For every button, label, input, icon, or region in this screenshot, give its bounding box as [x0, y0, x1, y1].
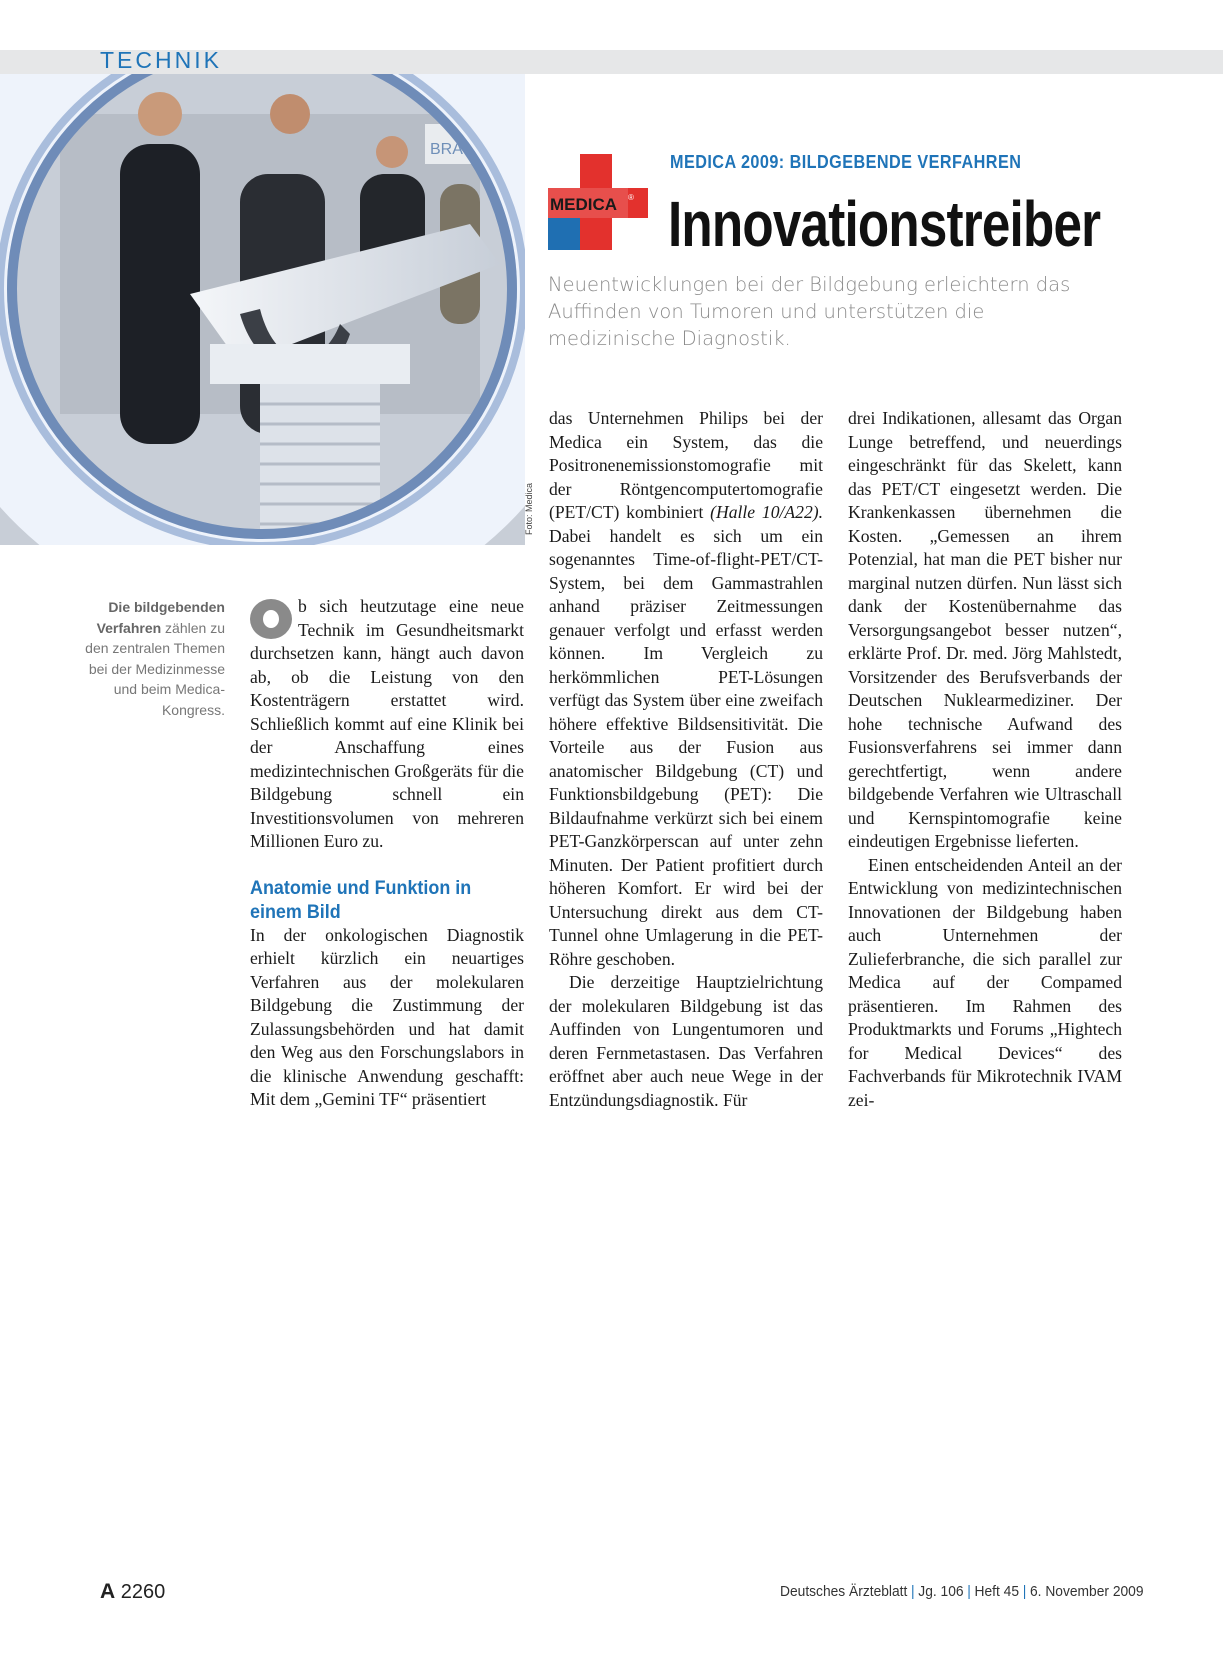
dropcap — [250, 599, 292, 639]
article-lead: Neuentwicklungen bei der Bildgebung erleichtern das Auffinden von Tumoren und unterstützen die medizinische Diagnostik. — [548, 273, 1071, 350]
body-paragraph-4: Die derzeitige Hauptzielrichtung der molekularen Bildgebung ist das Auffinden von Lungentumoren und deren Fernmetastasen. Das Verfahren eröffnet aber auch neue Wege in der Entzündungsdiagnostik. Für — [549, 972, 823, 1110]
journal-name: Deutsches Ärzteblatt — [780, 1583, 908, 1600]
logo-text: MEDICA — [550, 195, 618, 214]
p3-text-b: Dabei handelt es sich um ein sogenanntes Time-of-flight-PET/CT-System, bei dem Gammastrahlen anhand präziser Zeitmessungen genauer verfolgt und erfasst werden können. Im Vergleich zu herkömmlichen PET-Lösungen verfügt das System über eine zweifach höhere effektive Bildsensitivität. Die Vorteile aus der Fusion aus anatomischer Bildgebung (CT) und Funktionsbildgebung (PET): Die Bildaufnahme verkürzt sich bei einem PET-Ganzkörperscan auf unter zehn Minuten. Der Patient profitiert durch höheren Komfort. Er wird bei der Untersuchung direkt aus dem CT-Tunnel ohne Umlagerung in die PET-Röhre geschoben. — [549, 525, 823, 969]
page-number — [100, 1580, 165, 1604]
journal-date: 6. November 2009 — [1029, 1583, 1144, 1600]
photo-illustration — [0, 74, 525, 545]
intro-text: b sich heutzutage eine neue Technik im Gesundheitsmarkt durchsetzen kann, hängt auch davon ab, ob die Leistung von den Kostenträgern erstattet wird. Schließlich kommt auf eine Klinik bei der Anschaffung eines medizintechnischen Großgeräts für die Bildgebung schnell ein Investitionsvolumen von mehreren Millionen Euro zu. — [250, 596, 524, 851]
page-number-value: 2260 — [120, 1581, 166, 1603]
logo-mark: ® — [628, 193, 634, 202]
journal-volume: Jg. 106 — [918, 1583, 964, 1600]
page-prefix: A — [100, 1580, 116, 1603]
article-photo — [0, 74, 525, 545]
body-paragraph-3 — [549, 407, 823, 971]
caption-bold: Die bildgebenden Verfahren — [96, 599, 225, 636]
article-kicker: MEDICA 2009: BILDGEBENDE VERFAHREN — [670, 152, 1022, 172]
journal-info: Deutsches Ärzteblatt | Jg. 106 | Heft 45 | 6. November 2009 — [780, 1583, 1144, 1600]
section-label: TECHNIK — [100, 47, 222, 73]
intro-paragraph — [250, 595, 524, 854]
journal-issue: Heft 45 — [974, 1583, 1020, 1600]
booth-reference: (Halle 10/A22). — [710, 502, 823, 522]
caption-text: zählen zu den zentralen Themen bei der Medizinmesse und beim Medica-Kongress. — [85, 619, 225, 718]
p3-text-a: das Unternehmen Philips bei der Medica ein System, das die Positronenemissionstomografie mit der Röntgencomputertomografie (PET/CT) kombiniert — [549, 408, 823, 522]
photo-credit: Foto: Medica — [524, 482, 534, 535]
body-paragraph-5: drei Indikationen, allesamt das Organ Lunge betreffend, und neuerdings eingeschränkt für das Skelett, kann das PET/CT eingesetzt werden. Die Krankenkassen übernehmen die Kosten. „Gemessen an ihrem Potenzial, hat man die PET bisher nur marginal nutzen dürfen. Nun lässt sich dank der Kostenübernahme das Versorgungsangebot besser nutzen“, erklärte Prof. Dr. med. Jörg Mahlstedt, Vorsitzender des Berufsverbands der Deutschen Nuklearmediziner. Der hohe technische Aufwand des Fusionsverfahrens sei immer dann gerechtfertigt, wenn andere bildgebende Verfahren wie Ultraschall und Kernspintomografie keine eindeutigen Ergebnisse lieferten. — [848, 408, 1122, 851]
photo-caption — [80, 597, 225, 720]
body-column-2 — [549, 407, 823, 1112]
subheading: Anatomie und Funktion in einem Bild — [250, 876, 472, 923]
body-column-1 — [250, 595, 524, 1112]
medica-logo — [548, 154, 648, 254]
body-paragraph-6: Einen entscheidenden Anteil an der Entwicklung von medizintechnischen Innovationen der Bildgebung haben auch Unternehmen der Zulieferbranche, die sich parallel zur Medica auf der Compamed präsentieren. Im Rahmen des Produktmarkts und Forums „Hightech for Medical Devices“ des Fachverbands für Mikrotechnik IVAM zei- — [848, 854, 1122, 1110]
body-column-3 — [848, 407, 1122, 1112]
body-paragraph-2: In der onkologischen Diagnostik erhielt kürzlich ein neuartiges Verfahren aus der molekularen Bildgebung die Zustimmung der Zulassungsbehörden und hat damit den Weg aus den Forschungslabors in die klinische Anwendung geschafft: Mit dem „Gemini TF“ präsentiert — [250, 924, 524, 1109]
booth-sign-text: BRA — [430, 141, 463, 158]
article-headline: Innovationstreiber — [668, 188, 1101, 260]
